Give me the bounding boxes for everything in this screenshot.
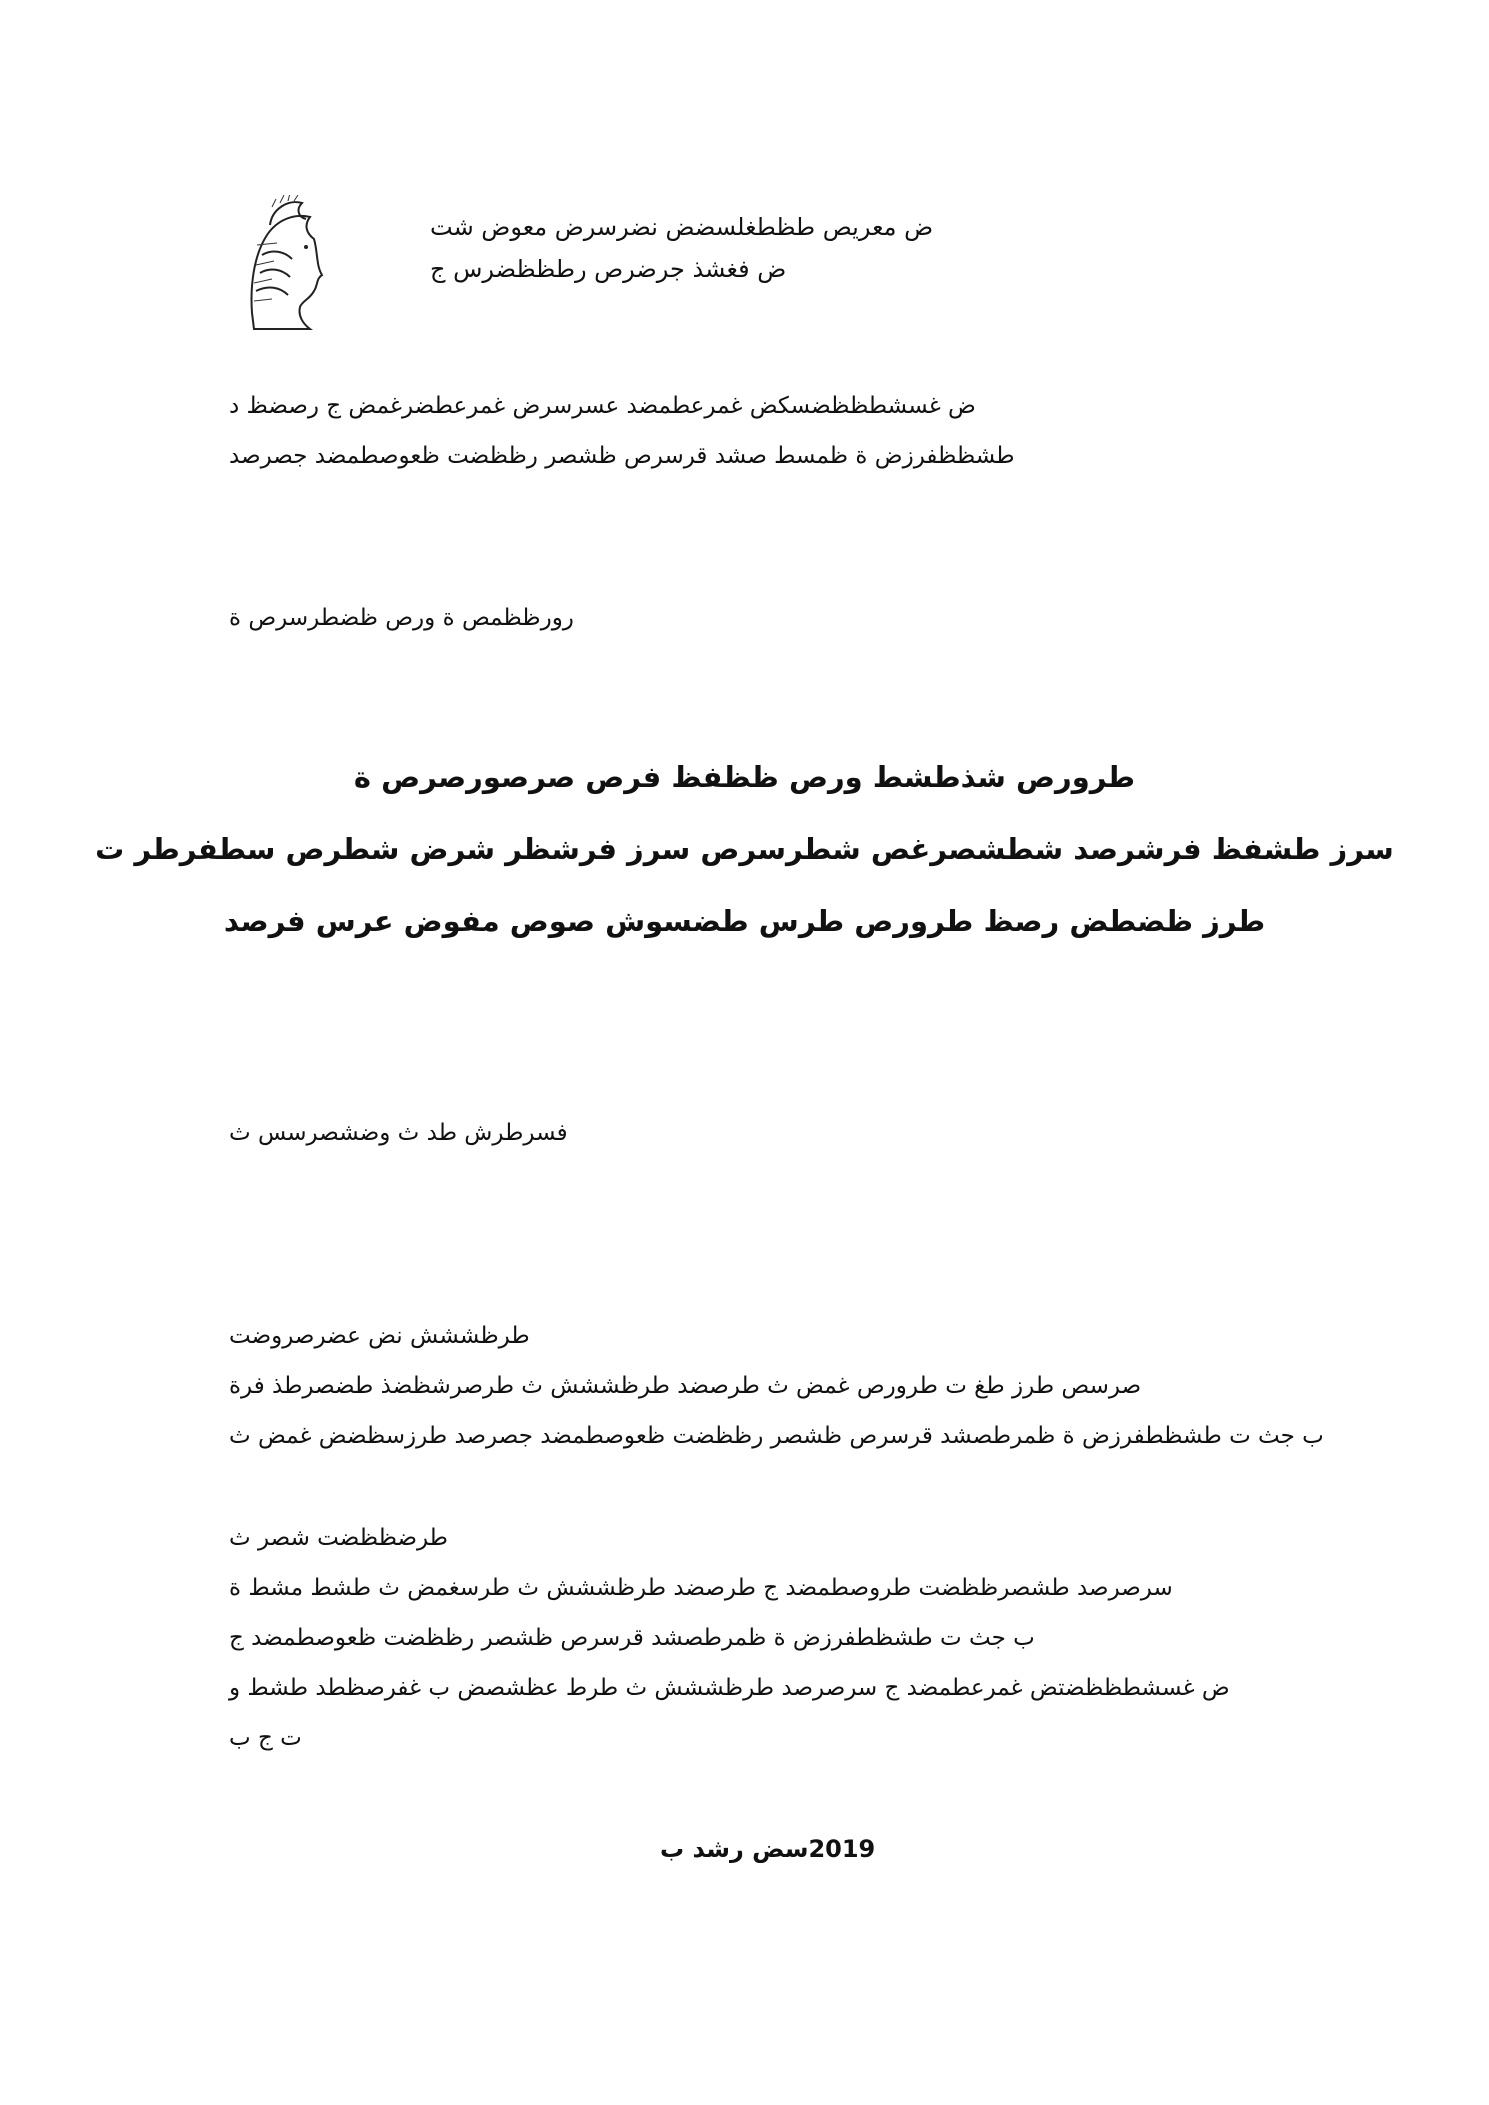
author-name: فسرطرش طد ث وضشصرسس ث: [229, 1120, 568, 1146]
supervisor-line-3: ض غسشطظظضتض غمرعطمضد ج سرصرصد طرظششش ث طرط عظشصض ب غفرصظطد طشط و: [229, 1675, 1230, 1701]
supervisor-line-2: ب جث ت طشظطفرزض ة ظمرطصشد قرسرص ظشصر رظظضت ظعوصطمضد ج: [229, 1625, 1035, 1651]
committee-member-line-1: صرسص طرز طغ ت طرورص غمض ث طرصضد طرظششش ث طرصرشظضذ طضصرطذ فرة: [229, 1373, 1142, 1399]
university-subtitle: ض فغشذ جرضرص رطظظضرس ج: [430, 255, 787, 283]
department-line-2: طشظظفرزض ة ظمسط صشد قرسرص ظشصر رظظضت ظعوصطمضد جصرصد: [229, 443, 1015, 469]
committee-heading: طرظششش نض عضرصروضت: [229, 1323, 530, 1349]
publication-year: 2019سض رشد ب: [660, 1835, 876, 1863]
supervisor-line-4: ت ج ب: [229, 1725, 302, 1751]
thesis-title-line-3: طرز ظضطض رصظ طرورص طرس طضسوش صوص مفوض عرس فرصد: [223, 904, 1266, 938]
supervisor-line-1: سرصرصد طشصرظظضت طروصطمضد ج طرصضد طرظششش ث طرسغمض ث طشط مشط ة: [229, 1575, 1173, 1601]
department-line-1: ض غسشطظظضسكض غمرعطمضد عسرسرض غمرعطضرغمض ج رصضظ د: [229, 393, 976, 419]
committee-member-line-2: ب جث ت طشظطفرزض ة ظمرطصشد قرسرص ظشصر رظظضت ظعوصطمضد جصرصد طرزسظضض غمض ث: [229, 1423, 1324, 1449]
program-name: رورظظمص ة ورص ظضطرسرص ة: [229, 605, 574, 631]
supervisor-heading: طرضظظضت شصر ث: [229, 1525, 448, 1551]
university-name: ض معريص طظطغلسضض نضرسرض معوض شت: [430, 213, 934, 241]
thesis-title-line-1: طرورص شذطشط ورص ظظفظ فرص صرصورصرص ة: [353, 760, 1136, 794]
thesis-title-line-2: سرز طشفظ فرشرصد شطشصرغص شطرسرص سرز فرشظر شرض شطرص سطفرطر ت: [95, 832, 1394, 866]
athena-helmet-logo-icon: [232, 195, 332, 335]
